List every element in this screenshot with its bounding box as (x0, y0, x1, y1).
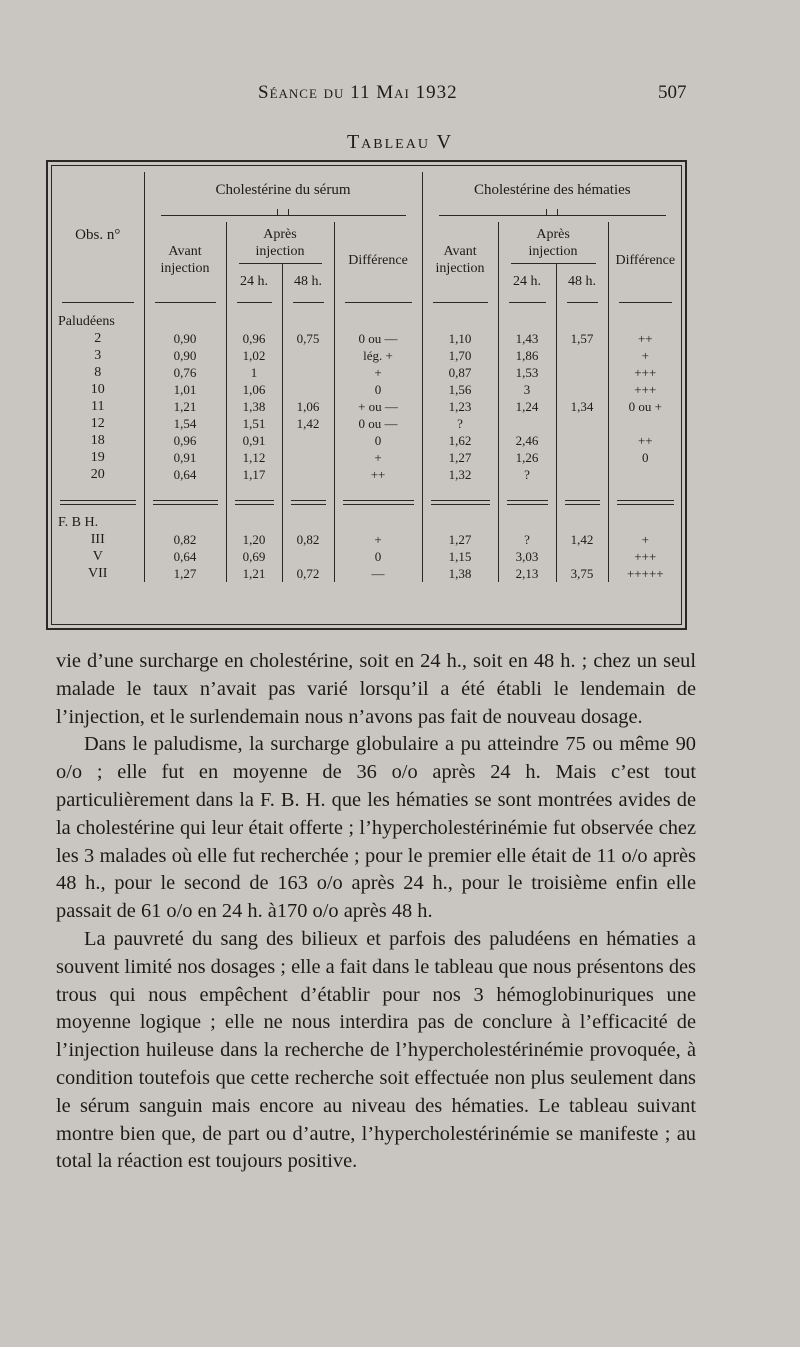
cell-s-diff: 0 ou — (334, 415, 422, 432)
cell-h-avant: 1,56 (422, 381, 498, 398)
cell-h-avant: 1,38 (422, 565, 498, 582)
hematies-brace (422, 208, 682, 222)
cell-h-avant: 1,70 (422, 347, 498, 364)
cell-h-avant: ? (422, 415, 498, 432)
cell-obs: V (52, 548, 144, 565)
cell-s-avant: 1,21 (144, 398, 226, 415)
cell-h-avant: 1,27 (422, 449, 498, 466)
table-row (52, 565, 682, 582)
cell-s-24: 1,38 (226, 398, 282, 415)
cell-h-24 (498, 415, 556, 432)
hematies-24h-header: 24 h. (498, 264, 556, 298)
cell-h-48 (556, 347, 608, 364)
cell-h-diff: +++ (634, 549, 657, 564)
cell-s-48: 0,72 (282, 565, 334, 582)
cell-obs: 11 (52, 398, 144, 415)
cell-h-diff (608, 415, 682, 432)
cell-h-avant: 0,87 (422, 364, 498, 381)
table-row (52, 347, 682, 364)
table-title: Tableau V (346, 131, 454, 153)
hematies-48h-header: 48 h. (556, 264, 608, 298)
cell-s-diff: + (334, 449, 422, 466)
serum-brace (144, 208, 422, 222)
cell-s-24: 1 (226, 364, 282, 381)
cell-s-avant: 0,76 (144, 364, 226, 381)
cell-s-48 (282, 449, 334, 466)
cell-h-diff: +++++ (626, 566, 664, 581)
cell-s-24: 0,91 (226, 432, 282, 449)
paragraph: vie d’une surcharge en cholestérine, soit en 24 h., soit en 48 h. ; chez un seul malade le taux n’avait pas varié lorsqu’il a été établi le lendemain de l’injection, et le surlendemain nous n’avons pas fait de nouveau dosage. (56, 650, 696, 728)
cell-h-48 (556, 548, 608, 565)
table-row (52, 398, 682, 415)
cell-s-diff: 0 (334, 432, 422, 449)
cell-h-avant: 1,23 (422, 398, 498, 415)
cell-h-24: 2,13 (498, 565, 556, 582)
hematies-apres-header: Après injection (498, 222, 608, 264)
cell-s-avant: 1,27 (144, 565, 226, 582)
table-row (52, 449, 682, 466)
header-rule (52, 298, 682, 306)
table-row (52, 531, 682, 548)
cell-s-avant: 0,82 (144, 531, 226, 548)
cell-h-24: 1,43 (498, 330, 556, 347)
cell-obs: VII (52, 565, 144, 582)
cell-h-24: 3 (498, 381, 556, 398)
section-label: Paludéens (52, 306, 144, 330)
section-double-rule (52, 495, 682, 509)
cell-h-diff: 0 (642, 450, 649, 465)
table-row (52, 548, 682, 565)
cell-h-24: 2,46 (498, 432, 556, 449)
section-label: F. B H. (52, 509, 144, 531)
cell-s-24: 1,17 (226, 466, 282, 483)
cell-h-avant: 1,10 (422, 330, 498, 347)
cell-h-diff: +++ (634, 382, 657, 397)
cell-h-diff: 0 ou + (628, 399, 662, 414)
cell-s-48 (282, 548, 334, 565)
hematies-difference-header: Différence (615, 252, 676, 268)
cell-s-avant: 0,96 (144, 432, 226, 449)
body-text (56, 648, 696, 1176)
cell-h-24: ? (498, 531, 556, 548)
serum-difference-header: Différence (334, 222, 422, 298)
cell-h-avant: 1,27 (422, 531, 498, 548)
cell-s-avant: 1,01 (144, 381, 226, 398)
cell-h-48: 1,42 (556, 531, 608, 548)
cell-s-avant: 0,64 (144, 466, 226, 483)
cell-s-avant: 0,90 (144, 347, 226, 364)
cell-s-48 (282, 364, 334, 381)
table-row (52, 432, 682, 449)
cell-s-avant: 0,91 (144, 449, 226, 466)
cell-s-24: 0,96 (226, 330, 282, 347)
cell-s-diff: 0 ou — (334, 330, 422, 347)
cell-h-diff (608, 466, 682, 483)
cell-h-24: 1,86 (498, 347, 556, 364)
cell-obs: 3 (52, 347, 144, 364)
cell-s-avant: 0,90 (144, 330, 226, 347)
cell-s-48 (282, 432, 334, 449)
cell-obs: 10 (52, 381, 144, 398)
cell-h-48: 1,34 (556, 398, 608, 415)
cell-h-24: 3,03 (498, 548, 556, 565)
table-row (52, 330, 682, 347)
cell-s-48 (282, 347, 334, 364)
section-row-fbh (52, 509, 682, 531)
cell-s-48 (282, 381, 334, 398)
cell-h-48 (556, 466, 608, 483)
serum-48h-header: 48 h. (282, 264, 334, 298)
paragraph: Dans le paludisme, la surcharge globulaire a pu atteindre 75 ou même 90 o/o ; elle fut en moyenne de 36 o/o après 24 h. Mais c’est tout particulièrement dans la F. B. H. que les hématies se sont montrées avides de la cholestérine qui leur était offerte ; l’hypercholestérinémie fut observée chez les 3 malades où elle fut recherchée ; pour le premier elle était de 11 o/o après 48 h., pour le second de 163 o/o après 24 h., pour le troisième enfin elle passait de 61 o/o en 24 h. à170 o/o après 48 h. (56, 733, 696, 923)
cell-obs: 20 (52, 466, 144, 483)
cell-h-48 (556, 415, 608, 432)
cell-obs: 8 (52, 364, 144, 381)
cell-h-48 (556, 432, 608, 449)
cell-h-24: ? (498, 466, 556, 483)
cell-h-diff: + (641, 348, 649, 363)
cell-s-diff: 0 (334, 548, 422, 565)
hematies-avant-header: Avant injection (422, 222, 498, 298)
cell-obs: 19 (52, 449, 144, 466)
col-obs-header: Obs. n° (52, 172, 144, 298)
cholesterol-table (52, 172, 682, 582)
cell-h-48: 1,57 (556, 330, 608, 347)
cell-obs: 2 (52, 330, 144, 347)
cell-h-48 (556, 381, 608, 398)
cell-h-diff: ++ (637, 433, 653, 448)
table-row (52, 381, 682, 398)
cell-h-diff: +++ (634, 365, 657, 380)
cell-obs: III (52, 531, 144, 548)
page-number: 507 (658, 82, 687, 103)
table-row (52, 415, 682, 432)
cell-h-48 (556, 364, 608, 381)
cell-s-diff: + (334, 364, 422, 381)
cell-h-24: 1,26 (498, 449, 556, 466)
paragraph: La pauvreté du sang des bilieux et parfois des paludéens en hématies a souvent limité nos dosages ; elle a fait dans le tableau que nous présentons des trous qui nous empêchent d’établir pour nos 3 hémoglobinuriques une moyenne logique ; elle ne nous interdira pas de conclure à l’efficacité de l’injection huileuse dans la recherche de l’hypercholestérinémie provoquée, à condition toutefois que cette recherche soit effectuée non plus seulement dans le sérum sanguin mais encore au niveau des hématies. Le tableau suivant montre bien que, de part ou d’autre, l’hypercholestérinémie se manifeste ; au total la réaction est toujours positive. (56, 927, 696, 1173)
cell-h-48 (556, 449, 608, 466)
group-serum-header: Cholestérine du sérum (144, 172, 422, 208)
cell-s-48: 1,42 (282, 415, 334, 432)
cell-h-diff: + (641, 532, 649, 547)
cell-h-diff: ++ (637, 331, 653, 346)
cell-s-24: 1,06 (226, 381, 282, 398)
cell-s-48 (282, 466, 334, 483)
cell-h-24: 1,24 (498, 398, 556, 415)
group-hematies-header: Cholestérine des hématies (473, 181, 631, 198)
cell-s-48: 1,06 (282, 398, 334, 415)
serum-apres-header: Après injection (226, 222, 334, 264)
serum-24h-header: 24 h. (226, 264, 282, 298)
cell-s-24: 0,69 (226, 548, 282, 565)
cell-h-avant: 1,32 (422, 466, 498, 483)
cell-obs: 18 (52, 432, 144, 449)
cell-s-24: 1,12 (226, 449, 282, 466)
cell-s-24: 1,02 (226, 347, 282, 364)
cell-s-24: 1,20 (226, 531, 282, 548)
cell-s-48: 0,75 (282, 330, 334, 347)
cell-h-avant: 1,62 (422, 432, 498, 449)
section-row-paludeens (52, 306, 682, 330)
serum-avant-header: Avant injection (144, 222, 226, 298)
cell-s-diff: 0 (334, 381, 422, 398)
table-row (52, 466, 682, 483)
cell-s-avant: 1,54 (144, 415, 226, 432)
cell-s-avant: 0,64 (144, 548, 226, 565)
running-title: Séance du 11 Mai 1932 (258, 82, 458, 103)
cell-s-diff: ++ (334, 466, 422, 483)
cell-s-diff: + (334, 531, 422, 548)
table-row (52, 364, 682, 381)
cell-s-diff: + ou — (334, 398, 422, 415)
cell-h-avant: 1,15 (422, 548, 498, 565)
cell-obs: 12 (52, 415, 144, 432)
cell-s-24: 1,51 (226, 415, 282, 432)
running-header (0, 82, 800, 108)
cell-s-diff: — (334, 565, 422, 582)
cell-s-24: 1,21 (226, 565, 282, 582)
cell-h-24: 1,53 (498, 364, 556, 381)
cell-s-diff: lég. + (334, 347, 422, 364)
cell-h-48: 3,75 (556, 565, 608, 582)
cell-s-48: 0,82 (282, 531, 334, 548)
